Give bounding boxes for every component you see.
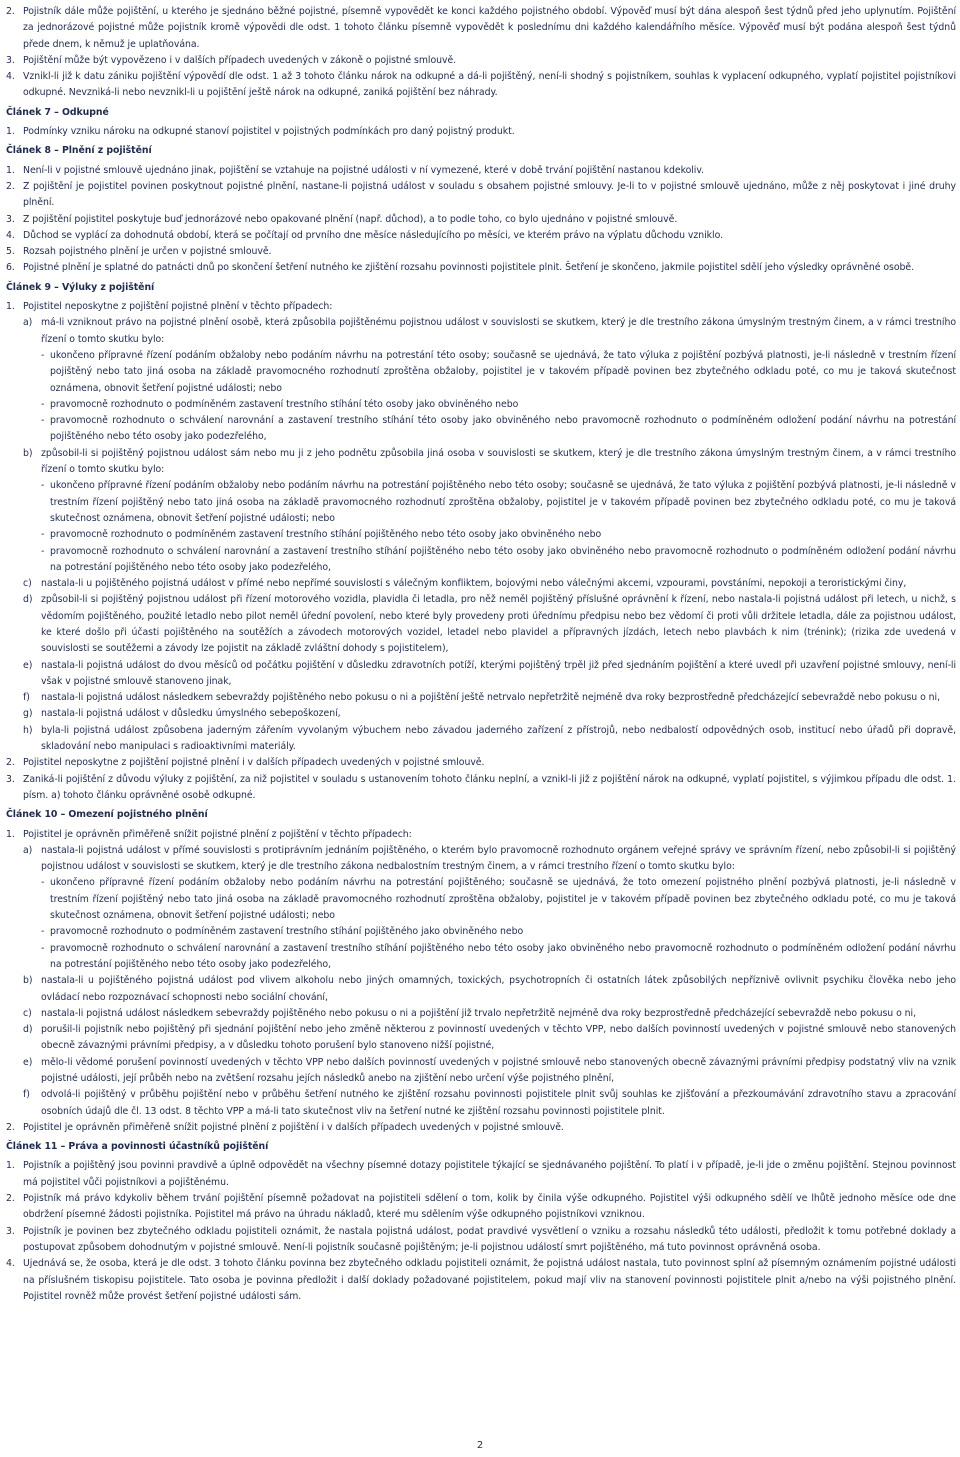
paragraph-text: byla-li pojistná událost způsobena jaderným zářením vyvolaným výbuchem nebo závadou jaderného zařízení z přístrojů, nebo nedbalostí odpovědných osob, institucí nebo úřadů při dopravě, skladování nebo manipulaci s radioaktivními materiály.	[41, 724, 956, 753]
paragraph-text: Pojištění může být vypovězeno i v dalších případech uvedených v zákoně o pojistné smlouvě.	[23, 54, 457, 66]
numbered-paragraph	[6, 1120, 956, 1136]
dash-item	[6, 875, 956, 924]
article-heading: Článek 10 – Omezení pojistného plnění	[6, 809, 208, 821]
dash-item	[6, 348, 956, 397]
article-heading: Článek 7 – Odkupné	[6, 106, 109, 118]
dash-text: pravomocně rozhodnuto o podmíněném zastavení trestního stíhání této osoby jako obviněného nebo	[50, 398, 519, 410]
paragraph-text: způsobil-li si pojištěný pojistnou událost při řízení motorového vozidla, plavidla či letadla, pro něž neměl pojištěný příslušné oprávnění k řízení, nebo nastala-li pojistná událost při letech, u nichž, s vědomím pojištěného, použité letadlo nebo pilot neměl úřední povolení, nebo které byly provedeny proti úřednímu předpisu nebo bez vědomí či proti vůli držitele letadla, dále za pojistnou událost, ke které došlo při účasti pojištěného na soutěžích a závodech motorových vozidel, letadel nebo plavidel a přípravných jízdách, letech nebo plavbách k nim (trénink); (rizika zde uvedená v souvislosti se soutěžemi a závody lze pojistit na základě zvláštní dohody s pojistitelem),	[41, 594, 956, 655]
lettered-clause	[6, 690, 956, 706]
paragraph-number: 4.	[6, 1258, 15, 1270]
paragraph-number: 5.	[6, 246, 15, 258]
paragraph-number: 3.	[6, 213, 15, 225]
paragraph-text: porušil-li pojistník nebo pojištěný při sjednání pojištění nebo jeho změně některou z povinností uvedených v těchto VPP, nebo dalších povinností uvedených v pojistné smlouvě nebo stanovených obecně závaznými právními předpisy, a v důsledku tohoto porušení bylo stanoveno nižší pojistné,	[41, 1024, 956, 1052]
paragraph-text: Pojistník má právo kdykoliv během trvání pojištění písemně požadovat na pojistiteli sdělení o tom, kolik by činila výše odkupného. Pojistitel výši odkupného sdělí ve lhůtě jednoho měsíce ode dne obdržení písemné žádosti pojistníka. Pojistitel má právo na úhradu nákladů, které mu sdělením výše odkupného pojistníkovi vzniknou.	[23, 1193, 956, 1221]
paragraph-number: 2.	[6, 757, 15, 769]
dash-item	[6, 413, 956, 446]
dash-text: pravomocně rozhodnuto o podmíněném zastavení trestního stíhání pojištěného jako obviněného nebo	[50, 926, 524, 938]
numbered-paragraph	[6, 772, 956, 805]
paragraph-text: Pojistník je povinen bez zbytečného odkladu pojistiteli oznámit, že nastala pojistná událost, podat pravdivé vysvětlení o vzniku a rozsahu následků této události, předložit k tomu potřebné doklady a postupovat způsobem dohodnutým v pojistné smlouvě. Není-li pojistník současně pojištěným; je-li pojistnou událostí smrt pojištěného, má tuto povinnost oprávněná osoba.	[23, 1225, 956, 1253]
paragraph-text: Z pojištění pojistitel poskytuje buď jednorázové nebo opakované plnění (např. důchod), a to podle toho, co bylo ujednáno v pojistné smlouvě.	[23, 213, 678, 225]
dash-marker: -	[41, 349, 45, 361]
paragraph-number: 2.	[6, 180, 15, 192]
numbered-paragraph	[6, 53, 956, 69]
dash-marker: -	[41, 942, 45, 954]
paragraph-number: 2.	[6, 6, 15, 17]
numbered-paragraph	[6, 163, 956, 179]
paragraph-text: Vznikl-li již k datu zániku pojištění výpovědí dle odst. 1 až 3 tohoto článku nárok na odkupné a dá-li pojištěný, není-li shodný s pojistníkem, souhlas k vyplacení odkupného, vyplatí pojistitel pojistníkovi odkupné. Nevzniká-li nebo nevznikl-li u pojištění ještě nárok na odkupné, zaniká pojištění bez náhrady.	[23, 71, 956, 99]
numbered-paragraph	[6, 1224, 956, 1257]
paragraph-text: Rozsah pojistného plnění je určen v pojistné smlouvě.	[23, 246, 272, 258]
dash-marker: -	[41, 926, 45, 938]
clause-letter: a)	[23, 317, 33, 329]
paragraph-text: Důchod se vyplácí za dohodnutá období, která se počítají od prvního dne měsíce následujícího po měsíci, ve kterém právo na výplatu důchodu vzniklo.	[23, 229, 724, 241]
article-heading: Článek 11 – Práva a povinnosti účastníků pojištění	[6, 1141, 269, 1153]
paragraph-text: Pojistitel neposkytne z pojištění pojistné plnění i v dalších případech uvedených v pojistné smlouvě.	[23, 757, 485, 769]
numbered-paragraph	[6, 755, 956, 771]
numbered-paragraph	[6, 827, 956, 843]
lettered-clause	[6, 723, 956, 756]
paragraph-number: 1.	[6, 126, 15, 138]
clause-letter: f)	[23, 1089, 30, 1101]
paragraph-text: Pojistitel je oprávněn přiměřeně snížit pojistné plnění z pojištění i v dalších případech uvedených v pojistné smlouvě.	[23, 1121, 564, 1133]
dash-marker: -	[41, 480, 45, 492]
paragraph-text: Pojistník a pojištěný jsou povinni pravdivě a úplně odpovědět na všechny písemné dotazy pojistitele týkající se sjednávaného pojištění. To platí i v případě, je-li jde o změnu pojištění. Stejnou povinnost má pojistitel vůči pojistníkovi a pojištěnému.	[23, 1160, 956, 1188]
dash-text: pravomocně rozhodnuto o schválení narovnání a zastavení trestního stíhání pojištěného nebo této osoby jako obviněného nebo pravomocně rozhodnuto o podmíněném odložení podání návrhu na potrestání pojištěného nebo této osoby jako podezřelého,	[50, 545, 956, 573]
paragraph-text: nastala-li u pojištěného pojistná událost pod vlivem alkoholu nebo jiných omamných, toxických, psychotropních či ostatních látek způsobilých nepříznivě ovlivnit psychiku člověka nebo jeho ovládací nebo rozpoznávací schopnosti nebo sociální chování,	[41, 975, 956, 1003]
paragraph-text: Zaniká-li pojištění z důvodu výluky z pojištění, za niž pojistitel v souladu s ustanovením tohoto článku neplní, a vznikl-li již z pojištění nárok na odkupné, vyplatí pojistitel, s výjimkou případu dle odst. 1. písm. a) tohoto článku oprávněné osobě odkupné.	[23, 773, 956, 801]
dash-marker: -	[41, 415, 45, 427]
paragraph-text: nastala-li pojistná událost následkem sebevraždy pojištěného nebo pokusu o ni a pojištění již trvalo nepřetržitě nejméně dva roky bezprostředně předcházející sebevraždě nebo pokusu o ni,	[41, 1007, 917, 1019]
paragraph-text: nastala-li pojistná událost v důsledku úmyslného sebepoškození,	[41, 708, 341, 720]
paragraph-text: Z pojištění je pojistitel povinen poskytnout pojistné plnění, nastane-li pojistná událost v souladu s obsahem pojistné smlouvy. Je-li to v pojistné smlouvě ujednáno, může z něj poskytovat i jiné druhy plnění.	[23, 180, 956, 209]
numbered-paragraph	[6, 1158, 956, 1191]
document-body	[6, 4, 956, 1305]
paragraph-text: Podmínky vzniku nároku na odkupné stanoví pojistitel v pojistných podmínkách pro daný pojistný produkt.	[23, 126, 515, 138]
dash-item	[6, 397, 956, 413]
paragraph-text: mělo-li vědomé porušení povinností uvedených v těchto VPP nebo dalších povinností uvedených v pojistné smlouvě nebo stanovených obecně závaznými právními předpisy podstatný vliv na vznik pojistné události, její průběh nebo na zvětšení rozsahu jejích následků anebo na zjištění nebo určení výše pojistného plnění,	[41, 1056, 956, 1084]
paragraph-text: způsobil-li si pojištěný pojistnou událost sám nebo mu ji z jeho podnětu způsobila jiná osoba v souvislosti se skutkem, který je dle trestního zákona úmyslným trestným činem, a v rámci trestního řízení o tomto skutku bylo:	[41, 447, 956, 476]
clause-letter: f)	[23, 692, 30, 704]
lettered-clause	[6, 446, 956, 479]
dash-text: ukončeno přípravné řízení podáním obžaloby nebo podáním návrhu na potrestání pojištěného nebo této osoby; současně se ujednává, že tato výluka z pojištění pozbývá platnosti, je-li následně v trestním řízení pojištěný nebo tato jiná osoba na základě pravomocného rozhodnutí zproštěna obžaloby, pojistitel je v takovém případě povinen bez zbytečného odkladu poté, co mu je taková skutečnost oznámena, obnovit šetření pojistné události; nebo	[50, 480, 956, 524]
paragraph-number: 2.	[6, 1193, 15, 1205]
dash-marker: -	[41, 545, 45, 557]
lettered-clause	[6, 592, 956, 657]
paragraph-text: odvolá-li pojištěný v průběhu pojištění nebo v průběhu šetření nutného ke zjištění rozsahu povinnosti pojistitele plnit svůj souhlas ke zjišťování a přezkoumávání zdravotního stavu a zpracování osobních údajů dle čl. 13 odst. 8 těchto VPP a má-li tato skutečnost vliv na šetření nutné ke zjištění rozsahu povinnosti pojistitele plnit.	[41, 1089, 956, 1117]
paragraph-number: 2.	[6, 1121, 15, 1133]
dash-text: ukončeno přípravné řízení podáním obžaloby nebo podáním návrhu na potrestání pojištěného; současně se ujednává, že toto omezení pojistného plnění pozbývá platnosti, je-li následně v trestním řízení pojištěný nebo tato jiná osoba na základě pravomocného rozhodnutí zproštěna obžaloby, pojistitel je v takovém případě povinen bez zbytečného odkladu poté, co mu je taková skutečnost oznámena, obnovit šetření pojistné události; nebo	[50, 877, 956, 922]
paragraph-text: nastala-li pojistná událost následkem sebevraždy pojištěného nebo pokusu o ni a pojištění ještě netrvalo nepřetržitě nejméně dva roky bezprostředně předcházející sebevraždě nebo pokusu o ni,	[41, 692, 941, 704]
paragraph-number: 3.	[6, 54, 15, 66]
numbered-paragraph	[6, 260, 956, 276]
clause-letter: c)	[23, 578, 32, 590]
lettered-clause	[6, 315, 956, 348]
clause-letter: e)	[23, 1056, 33, 1068]
dash-marker: -	[41, 877, 45, 889]
dash-marker: -	[41, 529, 45, 541]
paragraph-text: Pojistné plnění je splatné do patnácti dnů po skončení šetření nutného ke zjištění rozsahu povinnosti pojistitele plnit. Šetření je skončeno, jakmile pojistitel sdělí jeho výsledky oprávněné osobě.	[23, 262, 914, 274]
lettered-clause	[6, 1087, 956, 1120]
paragraph-number: 3.	[6, 1225, 15, 1237]
paragraph-number: 1.	[6, 301, 15, 313]
numbered-paragraph	[6, 1256, 956, 1305]
clause-letter: b)	[23, 447, 33, 459]
lettered-clause	[6, 1006, 956, 1022]
article-heading: Článek 9 – Výluky z pojištění	[6, 281, 155, 293]
paragraph-text: Pojistník dále může pojištění, u kterého je sjednáno běžné pojistné, písemně vypovědět ke konci každého pojistného období. Výpověď musí být dána alespoň šest týdnů před jeho uplynutím. Pojištění za jednorázové pojistné může pojistník kromě výpovědi dle odst. 1 tohoto článku písemně vypovědět k poslednímu dni každého kalendářního měsíce. Výpověď musí být podána alespoň šest týdnů přede dnem, k němuž je uplatňována.	[23, 6, 956, 50]
dash-text: pravomocně rozhodnuto o schválení narovnání a zastavení trestního stíhání této osoby jako obviněného nebo pravomocně rozhodnuto o podmíněném odložení podání návrhu na potrestání pojištěného nebo této osoby jako podezřelého,	[50, 415, 956, 443]
clause-letter: c)	[23, 1007, 32, 1019]
clause-letter: b)	[23, 975, 33, 987]
dash-text: pravomocně rozhodnuto o schválení narovnání a zastavení trestního stíhání pojištěného nebo této osoby jako obviněného nebo pravomocně rozhodnuto o podmíněném odložení podání návrhu na potrestání pojištěného nebo této osoby jako podezřelého,	[50, 942, 956, 970]
lettered-clause	[6, 843, 956, 876]
paragraph-number: 6.	[6, 262, 15, 274]
numbered-paragraph	[6, 299, 956, 315]
lettered-clause	[6, 973, 956, 1006]
paragraph-text: nastala-li pojistná událost do dvou měsíců od počátku pojištění v důsledku zdravotních potíží, kterými pojištěný trpěl již před sjednáním pojištění a které uvedl při uzavření pojistné smlouvy, není-li však v pojistné smlouvě stanoveno jinak,	[41, 659, 956, 687]
paragraph-text: Pojistitel je oprávněn přiměřeně snížit pojistné plnění z pojištění v těchto případech:	[23, 828, 412, 840]
dash-item	[6, 544, 956, 577]
paragraph-text: Pojistitel neposkytne z pojištění pojistné plnění v těchto případech:	[23, 301, 333, 313]
dash-text: ukončeno přípravné řízení podáním obžaloby nebo podáním návrhu na potrestání této osoby; současně se ujednává, že tato výluka z pojištění pozbývá platnosti, je-li následně v trestním řízení pojištěný nebo tato jiná osoba na základě pravomocného rozhodnutí zproštěna obžaloby, pojistitel je v takovém případě povinen bez zbytečného odkladu poté, co mu je taková skutečnost oznámena, obnovit šetření pojistné události; nebo	[50, 349, 956, 394]
clause-letter: a)	[23, 844, 33, 856]
paragraph-number: 4.	[6, 71, 15, 83]
lettered-clause	[6, 1055, 956, 1088]
dash-item	[6, 527, 956, 543]
page-number: 2	[476, 1440, 484, 1451]
numbered-paragraph	[6, 244, 956, 260]
dash-item	[6, 941, 956, 974]
paragraph-text: Není-li v pojistné smlouvě ujednáno jinak, pojištění se vztahuje na pojistné události v ní vymezené, které v době trvání pojištění nastanou kdekoliv.	[23, 164, 705, 176]
numbered-paragraph	[6, 179, 956, 212]
lettered-clause	[6, 658, 956, 691]
clause-letter: d)	[23, 594, 33, 606]
paragraph-number: 1.	[6, 1160, 15, 1172]
paragraph-number: 3.	[6, 773, 15, 785]
dash-marker: -	[41, 398, 45, 410]
lettered-clause	[6, 576, 956, 592]
paragraph-text: nastala-li pojistná událost v přímé souvislosti s protiprávním jednáním pojištěného, o kterém bylo pravomocně rozhodnuto orgánem veřejné správy ve správním řízení, nebo způsobil-li si pojištěný pojistnou událost v souvislosti se skutkem, který je dle trestního zákona nedbalostním trestným činem, a v rámci trestního řízení o tomto skutku bylo:	[41, 844, 956, 873]
numbered-paragraph	[6, 69, 956, 102]
paragraph-number: 1.	[6, 828, 15, 840]
dash-text: pravomocně rozhodnuto o podmíněném zastavení trestního stíhání pojištěného nebo této osoby jako obviněného nebo	[50, 529, 602, 541]
numbered-paragraph	[6, 212, 956, 228]
paragraph-number: 4.	[6, 229, 15, 241]
paragraph-text: Ujednává se, že osoba, která je dle odst. 3 tohoto článku povinna bez zbytečného odkladu pojistiteli oznámit, že pojistná událost nastala, tuto povinnost splní až písemným oznámením pojistné události na příslušném tiskopisu pojistitele. Tato osoba je povinna předložit i další doklady požadované pojistitelem, pokud mají vliv na stanovení povinnosti pojistitele plnit a/nebo na výši pojistného plnění. Pojistitel rovněž může provést šetření pojistné události sám.	[23, 1258, 956, 1302]
lettered-clause	[6, 706, 956, 722]
lettered-clause	[6, 1022, 956, 1055]
dash-item	[6, 924, 956, 940]
paragraph-number: 1.	[6, 164, 15, 176]
clause-letter: e)	[23, 659, 33, 671]
numbered-paragraph	[6, 1191, 956, 1224]
clause-letter: h)	[23, 724, 33, 736]
clause-letter: d)	[23, 1024, 33, 1036]
numbered-paragraph	[6, 4, 956, 53]
clause-letter: g)	[23, 708, 33, 720]
numbered-paragraph	[6, 228, 956, 244]
numbered-paragraph	[6, 124, 956, 140]
article-heading: Článek 8 – Plnění z pojištění	[6, 145, 152, 157]
paragraph-text: nastala-li u pojištěného pojistná událost v přímé nebo nepřímé souvislosti s válečným konfliktem, bojovými nebo válečnými akcemi, vzpourami, povstáními, nepokoji a teroristickými činy,	[41, 578, 907, 590]
paragraph-text: má-li vzniknout právo na pojistné plnění osobě, která způsobila pojištěnému pojistnou událost v souvislosti se skutkem, který je dle trestního zákona úmyslným trestným činem, a v rámci trestního řízení o tomto skutku bylo:	[41, 317, 956, 345]
dash-item	[6, 478, 956, 527]
